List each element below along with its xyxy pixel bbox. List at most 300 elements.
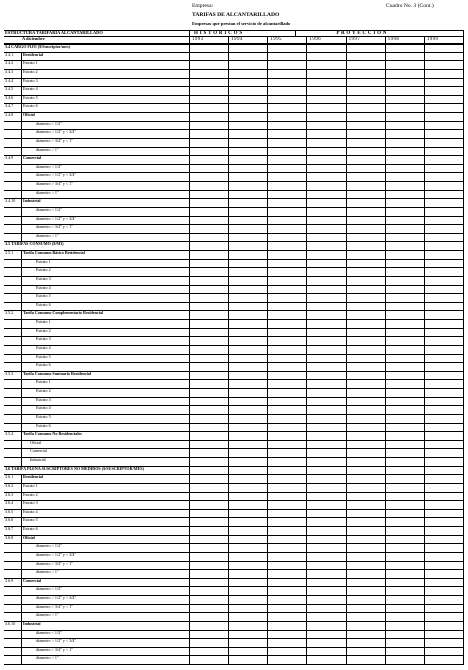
value-cell[interactable] [386, 475, 425, 483]
value-cell[interactable] [347, 104, 386, 112]
value-cell[interactable] [386, 96, 425, 104]
value-cell[interactable] [425, 587, 464, 595]
value-cell[interactable] [190, 286, 229, 294]
value-cell[interactable] [190, 346, 229, 354]
value-cell[interactable] [347, 329, 386, 337]
value-cell[interactable] [347, 484, 386, 492]
value-cell[interactable] [307, 130, 346, 138]
value-cell[interactable] [307, 518, 346, 526]
value-cell[interactable] [386, 208, 425, 216]
value-cell[interactable] [347, 579, 386, 587]
value-cell[interactable] [307, 372, 346, 380]
value-cell[interactable] [190, 182, 229, 190]
value-cell[interactable] [229, 398, 268, 406]
value-cell[interactable] [229, 605, 268, 613]
value-cell[interactable] [347, 648, 386, 656]
value-cell[interactable] [229, 510, 268, 518]
value-cell[interactable] [347, 311, 386, 319]
value-cell[interactable] [307, 355, 346, 363]
value-cell[interactable] [229, 45, 268, 52]
value-cell[interactable] [425, 631, 464, 639]
value-cell[interactable] [425, 579, 464, 587]
value-cell[interactable] [425, 87, 464, 95]
value-cell[interactable] [190, 562, 229, 570]
value-cell[interactable] [347, 294, 386, 302]
value-cell[interactable] [268, 208, 307, 216]
value-cell[interactable] [190, 553, 229, 561]
value-cell[interactable] [347, 260, 386, 268]
value-cell[interactable] [347, 406, 386, 414]
value-cell[interactable] [229, 277, 268, 285]
value-cell[interactable] [229, 303, 268, 311]
value-cell[interactable] [229, 139, 268, 147]
value-cell[interactable] [229, 156, 268, 164]
value-cell[interactable] [268, 113, 307, 121]
value-cell[interactable] [425, 165, 464, 173]
value-cell[interactable] [190, 432, 229, 440]
value-cell[interactable] [268, 406, 307, 414]
value-cell[interactable] [268, 622, 307, 630]
value-cell[interactable] [425, 527, 464, 535]
value-cell[interactable] [190, 61, 229, 69]
value-cell[interactable] [190, 518, 229, 526]
value-cell[interactable] [190, 208, 229, 216]
value-cell[interactable] [190, 389, 229, 397]
value-cell[interactable] [425, 148, 464, 156]
value-cell[interactable] [307, 510, 346, 518]
value-cell[interactable] [229, 173, 268, 181]
value-cell[interactable] [425, 303, 464, 311]
value-cell[interactable] [307, 113, 346, 121]
value-cell[interactable] [268, 303, 307, 311]
value-cell[interactable] [307, 596, 346, 604]
value-cell[interactable] [229, 355, 268, 363]
value-cell[interactable] [425, 389, 464, 397]
value-cell[interactable] [229, 441, 268, 449]
value-cell[interactable] [386, 182, 425, 190]
value-cell[interactable] [347, 501, 386, 509]
value-cell[interactable] [347, 208, 386, 216]
value-cell[interactable] [425, 510, 464, 518]
value-cell[interactable] [347, 320, 386, 328]
value-cell[interactable] [347, 432, 386, 440]
value-cell[interactable] [190, 536, 229, 544]
value-cell[interactable] [229, 406, 268, 414]
value-cell[interactable] [307, 631, 346, 639]
value-cell[interactable] [268, 156, 307, 164]
value-cell[interactable] [190, 510, 229, 518]
value-cell[interactable] [386, 656, 425, 664]
value-cell[interactable] [386, 484, 425, 492]
value-cell[interactable] [386, 277, 425, 285]
value-cell[interactable] [386, 587, 425, 595]
value-cell[interactable] [307, 303, 346, 311]
value-cell[interactable] [425, 234, 464, 242]
value-cell[interactable] [347, 225, 386, 233]
value-cell[interactable] [229, 536, 268, 544]
value-cell[interactable] [307, 139, 346, 147]
value-cell[interactable] [307, 148, 346, 156]
value-cell[interactable] [268, 277, 307, 285]
value-cell[interactable] [268, 182, 307, 190]
value-cell[interactable] [307, 53, 346, 61]
value-cell[interactable] [425, 182, 464, 190]
value-cell[interactable] [268, 432, 307, 440]
value-cell[interactable] [268, 199, 307, 207]
value-cell[interactable] [307, 553, 346, 561]
value-cell[interactable] [347, 449, 386, 457]
value-cell[interactable] [425, 199, 464, 207]
value-cell[interactable] [425, 380, 464, 388]
value-cell[interactable] [386, 303, 425, 311]
value-cell[interactable] [307, 467, 346, 475]
value-cell[interactable] [190, 639, 229, 647]
value-cell[interactable] [307, 294, 346, 302]
value-cell[interactable] [229, 631, 268, 639]
value-cell[interactable] [347, 346, 386, 354]
value-cell[interactable] [229, 199, 268, 207]
value-cell[interactable] [229, 260, 268, 268]
value-cell[interactable] [386, 501, 425, 509]
value-cell[interactable] [386, 596, 425, 604]
value-cell[interactable] [386, 199, 425, 207]
value-cell[interactable] [425, 122, 464, 130]
value-cell[interactable] [425, 605, 464, 613]
value-cell[interactable] [307, 337, 346, 345]
value-cell[interactable] [190, 622, 229, 630]
value-cell[interactable] [307, 217, 346, 225]
value-cell[interactable] [229, 518, 268, 526]
value-cell[interactable] [425, 363, 464, 371]
value-cell[interactable] [347, 536, 386, 544]
value-cell[interactable] [229, 61, 268, 69]
value-cell[interactable] [347, 518, 386, 526]
value-cell[interactable] [190, 441, 229, 449]
value-cell[interactable] [425, 70, 464, 78]
value-cell[interactable] [386, 225, 425, 233]
value-cell[interactable] [229, 242, 268, 250]
value-cell[interactable] [425, 372, 464, 380]
value-cell[interactable] [268, 294, 307, 302]
value-cell[interactable] [229, 182, 268, 190]
value-cell[interactable] [347, 605, 386, 613]
value-cell[interactable] [268, 173, 307, 181]
value-cell[interactable] [425, 277, 464, 285]
value-cell[interactable] [386, 363, 425, 371]
value-cell[interactable] [268, 148, 307, 156]
value-cell[interactable] [190, 70, 229, 78]
value-cell[interactable] [190, 173, 229, 181]
value-cell[interactable] [386, 613, 425, 621]
value-cell[interactable] [425, 104, 464, 112]
value-cell[interactable] [425, 441, 464, 449]
value-cell[interactable] [190, 484, 229, 492]
value-cell[interactable] [268, 587, 307, 595]
value-cell[interactable] [307, 493, 346, 501]
value-cell[interactable] [386, 260, 425, 268]
value-cell[interactable] [307, 424, 346, 432]
value-cell[interactable] [268, 217, 307, 225]
value-cell[interactable] [190, 130, 229, 138]
value-cell[interactable] [425, 596, 464, 604]
value-cell[interactable] [347, 217, 386, 225]
value-cell[interactable] [307, 363, 346, 371]
value-cell[interactable] [307, 406, 346, 414]
value-cell[interactable] [190, 398, 229, 406]
value-cell[interactable] [268, 398, 307, 406]
value-cell[interactable] [425, 424, 464, 432]
value-cell[interactable] [347, 631, 386, 639]
value-cell[interactable] [307, 570, 346, 578]
value-cell[interactable] [229, 613, 268, 621]
value-cell[interactable] [190, 148, 229, 156]
value-cell[interactable] [268, 380, 307, 388]
value-cell[interactable] [307, 242, 346, 250]
value-cell[interactable] [347, 424, 386, 432]
value-cell[interactable] [307, 648, 346, 656]
value-cell[interactable] [425, 251, 464, 259]
value-cell[interactable] [268, 510, 307, 518]
value-cell[interactable] [425, 536, 464, 544]
value-cell[interactable] [190, 648, 229, 656]
value-cell[interactable] [425, 156, 464, 164]
value-cell[interactable] [347, 656, 386, 664]
value-cell[interactable] [425, 173, 464, 181]
value-cell[interactable] [307, 277, 346, 285]
value-cell[interactable] [268, 389, 307, 397]
value-cell[interactable] [190, 199, 229, 207]
value-cell[interactable] [229, 320, 268, 328]
value-cell[interactable] [268, 449, 307, 457]
value-cell[interactable] [229, 251, 268, 259]
value-cell[interactable] [425, 130, 464, 138]
value-cell[interactable] [229, 311, 268, 319]
value-cell[interactable] [229, 372, 268, 380]
value-cell[interactable] [386, 527, 425, 535]
value-cell[interactable] [190, 104, 229, 112]
value-cell[interactable] [268, 605, 307, 613]
value-cell[interactable] [229, 165, 268, 173]
value-cell[interactable] [268, 648, 307, 656]
value-cell[interactable] [268, 87, 307, 95]
value-cell[interactable] [229, 208, 268, 216]
value-cell[interactable] [347, 337, 386, 345]
value-cell[interactable] [347, 493, 386, 501]
value-cell[interactable] [425, 467, 464, 475]
value-cell[interactable] [229, 579, 268, 587]
value-cell[interactable] [347, 70, 386, 78]
value-cell[interactable] [307, 527, 346, 535]
value-cell[interactable] [386, 432, 425, 440]
value-cell[interactable] [229, 475, 268, 483]
value-cell[interactable] [386, 53, 425, 61]
value-cell[interactable] [347, 148, 386, 156]
value-cell[interactable] [190, 191, 229, 199]
value-cell[interactable] [386, 311, 425, 319]
value-cell[interactable] [425, 225, 464, 233]
value-cell[interactable] [425, 294, 464, 302]
value-cell[interactable] [425, 311, 464, 319]
value-cell[interactable] [190, 113, 229, 121]
value-cell[interactable] [229, 104, 268, 112]
value-cell[interactable] [268, 320, 307, 328]
value-cell[interactable] [307, 225, 346, 233]
value-cell[interactable] [425, 398, 464, 406]
value-cell[interactable] [347, 458, 386, 466]
value-cell[interactable] [190, 311, 229, 319]
value-cell[interactable] [190, 605, 229, 613]
value-cell[interactable] [386, 139, 425, 147]
value-cell[interactable] [425, 96, 464, 104]
value-cell[interactable] [347, 544, 386, 552]
value-cell[interactable] [386, 320, 425, 328]
value-cell[interactable] [190, 656, 229, 664]
value-cell[interactable] [268, 424, 307, 432]
value-cell[interactable] [425, 268, 464, 276]
value-cell[interactable] [190, 294, 229, 302]
value-cell[interactable] [268, 527, 307, 535]
value-cell[interactable] [190, 501, 229, 509]
value-cell[interactable] [190, 380, 229, 388]
value-cell[interactable] [190, 303, 229, 311]
value-cell[interactable] [229, 648, 268, 656]
value-cell[interactable] [347, 596, 386, 604]
value-cell[interactable] [425, 346, 464, 354]
value-cell[interactable] [190, 53, 229, 61]
value-cell[interactable] [307, 501, 346, 509]
value-cell[interactable] [268, 79, 307, 87]
value-cell[interactable] [190, 570, 229, 578]
value-cell[interactable] [425, 544, 464, 552]
value-cell[interactable] [307, 260, 346, 268]
value-cell[interactable] [268, 337, 307, 345]
value-cell[interactable] [190, 406, 229, 414]
value-cell[interactable] [307, 415, 346, 423]
value-cell[interactable] [347, 380, 386, 388]
value-cell[interactable] [425, 562, 464, 570]
value-cell[interactable] [268, 346, 307, 354]
value-cell[interactable] [347, 173, 386, 181]
value-cell[interactable] [386, 553, 425, 561]
value-cell[interactable] [229, 380, 268, 388]
value-cell[interactable] [425, 493, 464, 501]
value-cell[interactable] [229, 234, 268, 242]
value-cell[interactable] [386, 122, 425, 130]
value-cell[interactable] [386, 156, 425, 164]
value-cell[interactable] [190, 449, 229, 457]
value-cell[interactable] [386, 380, 425, 388]
value-cell[interactable] [307, 268, 346, 276]
value-cell[interactable] [347, 389, 386, 397]
value-cell[interactable] [229, 493, 268, 501]
value-cell[interactable] [386, 286, 425, 294]
value-cell[interactable] [425, 191, 464, 199]
value-cell[interactable] [347, 639, 386, 647]
value-cell[interactable] [229, 562, 268, 570]
value-cell[interactable] [386, 113, 425, 121]
value-cell[interactable] [425, 61, 464, 69]
value-cell[interactable] [268, 656, 307, 664]
value-cell[interactable] [190, 260, 229, 268]
value-cell[interactable] [347, 303, 386, 311]
value-cell[interactable] [347, 286, 386, 294]
value-cell[interactable] [347, 199, 386, 207]
value-cell[interactable] [307, 182, 346, 190]
value-cell[interactable] [307, 87, 346, 95]
value-cell[interactable] [425, 355, 464, 363]
value-cell[interactable] [386, 45, 425, 52]
value-cell[interactable] [307, 191, 346, 199]
value-cell[interactable] [386, 337, 425, 345]
value-cell[interactable] [268, 122, 307, 130]
value-cell[interactable] [307, 104, 346, 112]
value-cell[interactable] [190, 355, 229, 363]
value-cell[interactable] [307, 389, 346, 397]
value-cell[interactable] [190, 458, 229, 466]
value-cell[interactable] [229, 432, 268, 440]
value-cell[interactable] [386, 191, 425, 199]
value-cell[interactable] [190, 277, 229, 285]
value-cell[interactable] [347, 467, 386, 475]
value-cell[interactable] [268, 415, 307, 423]
value-cell[interactable] [425, 475, 464, 483]
value-cell[interactable] [347, 53, 386, 61]
value-cell[interactable] [307, 165, 346, 173]
value-cell[interactable] [386, 294, 425, 302]
value-cell[interactable] [190, 217, 229, 225]
value-cell[interactable] [190, 156, 229, 164]
value-cell[interactable] [425, 45, 464, 52]
value-cell[interactable] [347, 242, 386, 250]
value-cell[interactable] [190, 87, 229, 95]
value-cell[interactable] [425, 260, 464, 268]
value-cell[interactable] [347, 372, 386, 380]
value-cell[interactable] [229, 639, 268, 647]
value-cell[interactable] [425, 208, 464, 216]
value-cell[interactable] [347, 363, 386, 371]
value-cell[interactable] [190, 424, 229, 432]
value-cell[interactable] [307, 208, 346, 216]
value-cell[interactable] [229, 484, 268, 492]
value-cell[interactable] [425, 656, 464, 664]
value-cell[interactable] [307, 79, 346, 87]
value-cell[interactable] [307, 156, 346, 164]
value-cell[interactable] [190, 475, 229, 483]
value-cell[interactable] [229, 294, 268, 302]
value-cell[interactable] [229, 70, 268, 78]
value-cell[interactable] [268, 484, 307, 492]
value-cell[interactable] [229, 79, 268, 87]
value-cell[interactable] [268, 639, 307, 647]
value-cell[interactable] [386, 510, 425, 518]
value-cell[interactable] [190, 268, 229, 276]
value-cell[interactable] [386, 70, 425, 78]
value-cell[interactable] [229, 113, 268, 121]
value-cell[interactable] [347, 622, 386, 630]
value-cell[interactable] [386, 346, 425, 354]
value-cell[interactable] [268, 104, 307, 112]
value-cell[interactable] [229, 130, 268, 138]
value-cell[interactable] [425, 639, 464, 647]
value-cell[interactable] [347, 87, 386, 95]
value-cell[interactable] [347, 191, 386, 199]
value-cell[interactable] [229, 87, 268, 95]
value-cell[interactable] [229, 191, 268, 199]
value-cell[interactable] [190, 139, 229, 147]
value-cell[interactable] [268, 286, 307, 294]
value-cell[interactable] [425, 553, 464, 561]
value-cell[interactable] [425, 113, 464, 121]
